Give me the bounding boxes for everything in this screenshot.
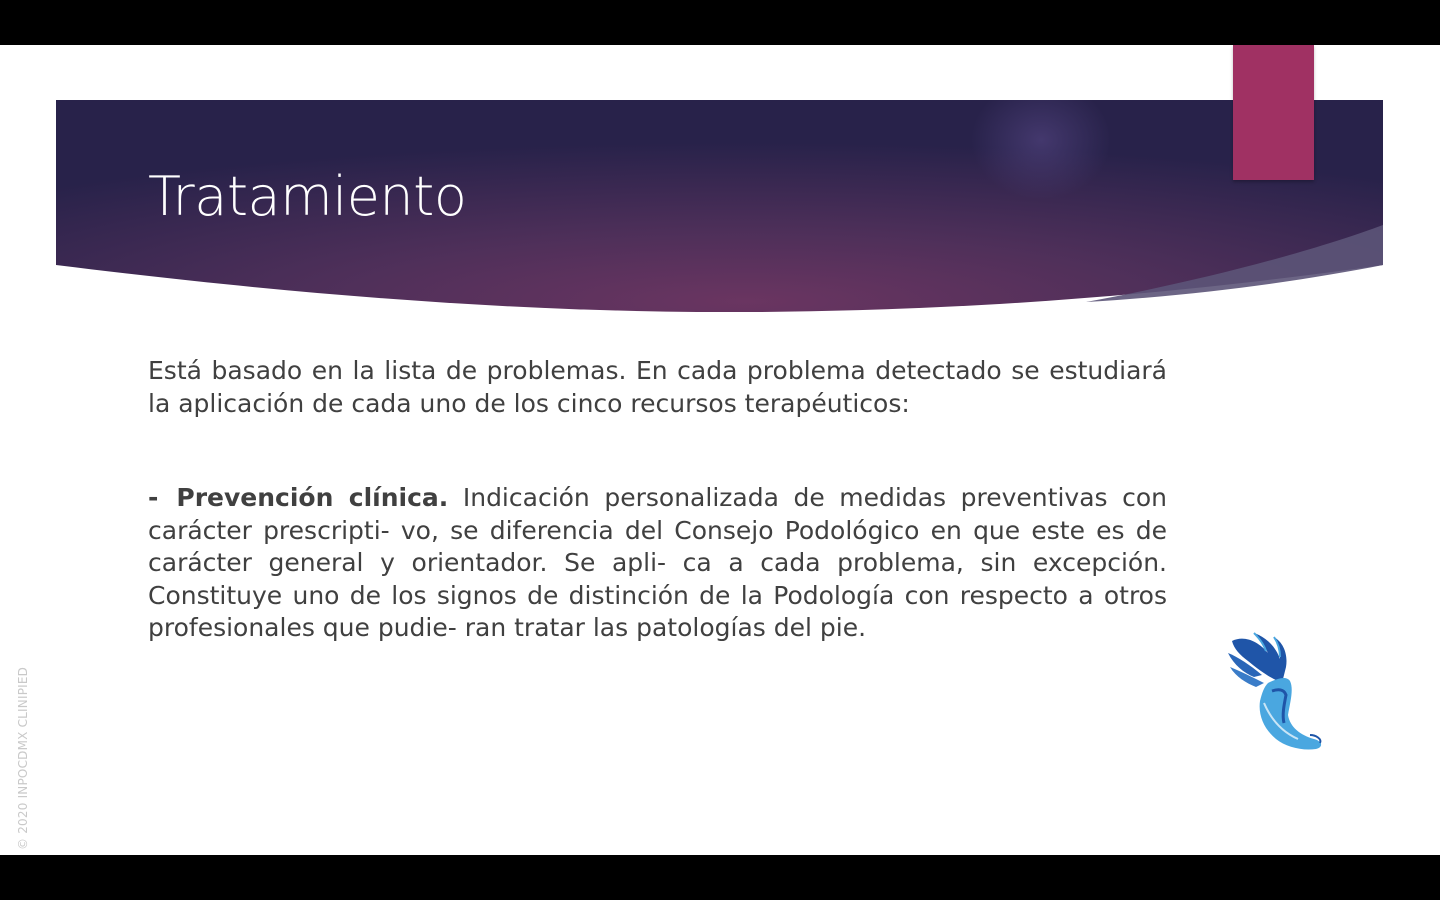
copyright-notice: © 2020 INPOCDMX CLINIPIED — [16, 666, 30, 850]
winged-foot-logo-icon — [1224, 631, 1328, 753]
slide — [0, 45, 1440, 855]
bullet-paragraph — [148, 482, 1167, 645]
bullet-text: Indicación personalizada de medidas preventivas con carácter prescripti- vo, se diferencia del Consejo Podológico en que este es de carácter general y orientador. Se apli- ca a cada problema, sin excepción. Constituye uno de los signos de distinción de la Podología con respecto a otros profesionales que pudie- ran tratar las patologías del pie. — [148, 483, 1167, 642]
slide-title: Tratamiento — [148, 165, 467, 228]
bullet-dash: - — [148, 483, 159, 512]
accent-block — [1233, 45, 1314, 180]
intro-paragraph: Está basado en la lista de problemas. En cada problema detectado se estudiará la aplicación de cada uno de los cinco recursos terapéuticos: — [148, 356, 1167, 418]
bullet-term: Prevención clínica. — [176, 483, 449, 512]
slide-body — [148, 355, 1167, 645]
